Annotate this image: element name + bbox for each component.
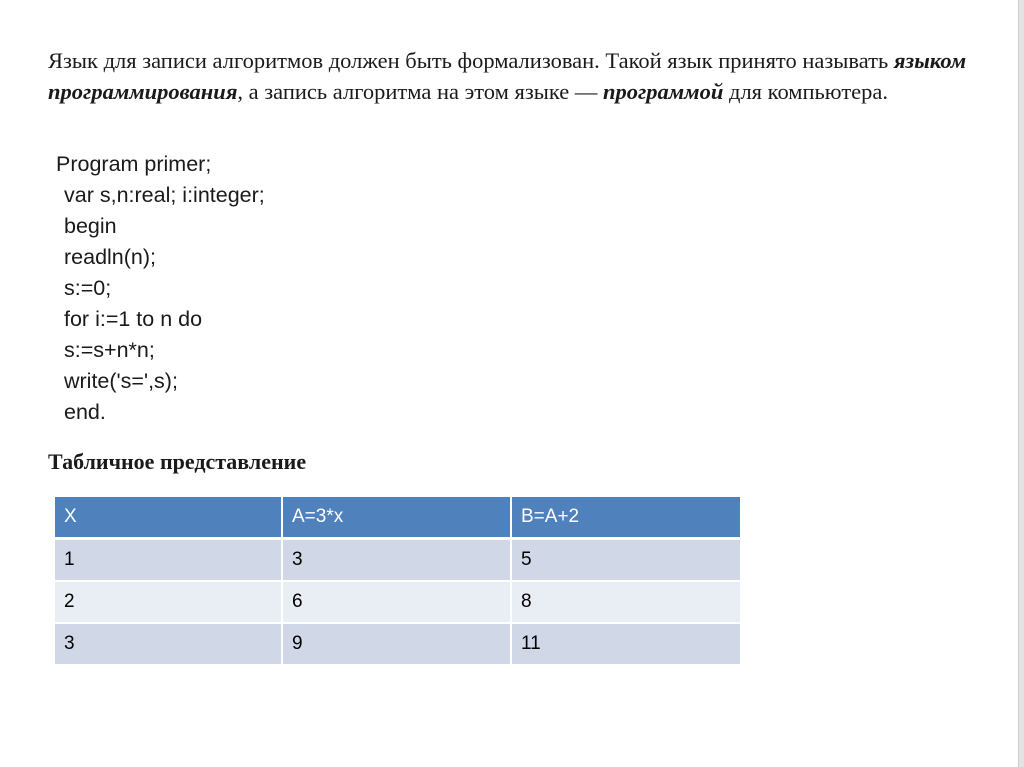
code-line: s:=s+n*n; xyxy=(64,338,155,362)
code-listing xyxy=(56,149,265,428)
table-header-row xyxy=(55,497,740,539)
code-line: begin xyxy=(64,214,117,238)
code-line: write('s=',s); xyxy=(64,369,178,393)
table-cell: 11 xyxy=(511,623,740,665)
table-cell: 3 xyxy=(282,539,511,582)
code-line: readln(n); xyxy=(64,245,157,269)
values-table xyxy=(55,497,740,666)
code-line: for i:=1 to n do xyxy=(64,307,203,331)
code-line: end. xyxy=(64,400,106,424)
code-line: var s,n:real; i:integer; xyxy=(64,183,265,207)
code-line: Program primer; xyxy=(56,152,212,176)
table-row xyxy=(55,581,740,623)
column-header-a: A=3*x xyxy=(282,497,511,539)
table-row xyxy=(55,623,740,665)
intro-text-2: , а запись алгоритма на этом языке — xyxy=(237,79,603,104)
intro-paragraph xyxy=(48,45,988,107)
table-cell: 3 xyxy=(55,623,282,665)
code-line: s:=0; xyxy=(64,276,112,300)
table-cell: 5 xyxy=(511,539,740,582)
table-cell: 8 xyxy=(511,581,740,623)
column-header-x: X xyxy=(55,497,282,539)
table-cell: 6 xyxy=(282,581,511,623)
intro-text-1: Язык для записи алгоритмов должен быть формализован. Такой язык принято называть xyxy=(48,48,894,73)
intro-text-3: для компьютера. xyxy=(723,79,888,104)
table-cell: 9 xyxy=(282,623,511,665)
table-cell: 2 xyxy=(55,581,282,623)
table-row xyxy=(55,539,740,582)
term-programming-language: языком программирования xyxy=(48,48,967,104)
slide-edge xyxy=(1018,0,1024,767)
table-title: Табличное представление xyxy=(48,449,307,474)
term-program: программой xyxy=(602,79,724,104)
table-cell: 1 xyxy=(55,539,282,582)
column-header-b: B=A+2 xyxy=(511,497,740,539)
